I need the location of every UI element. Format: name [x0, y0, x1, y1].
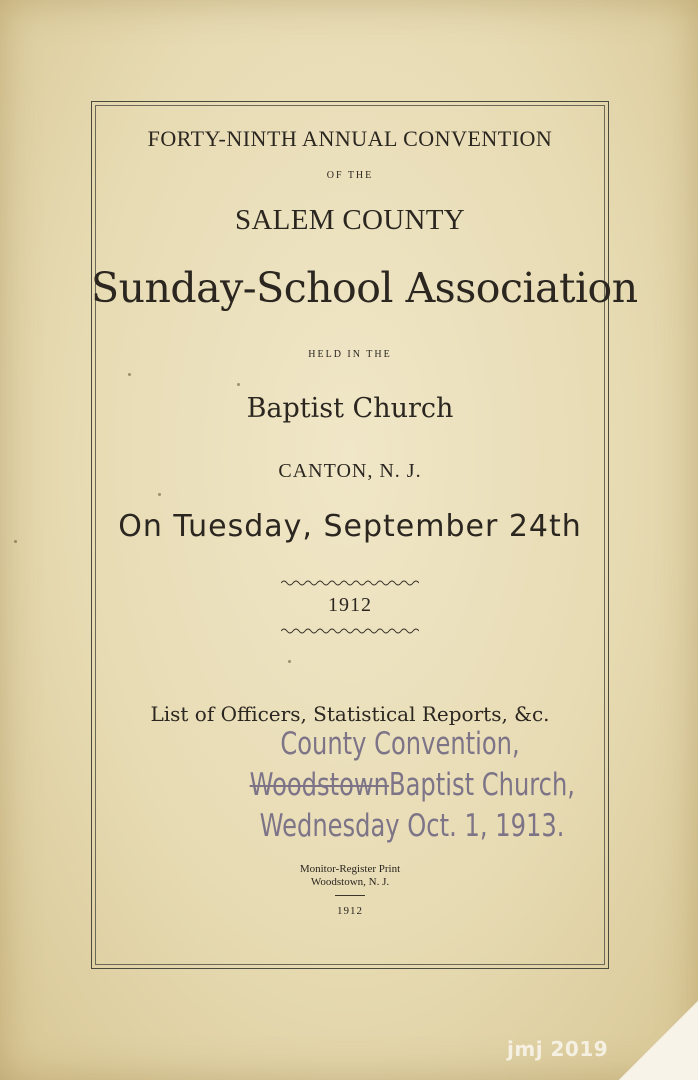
venue-name: Baptist Church	[246, 393, 454, 424]
paper-speck	[237, 383, 240, 386]
printer-location: Woodstown, N. J.	[310, 876, 390, 888]
folded-corner	[618, 1000, 698, 1080]
convention-number: FORTY-NINTH ANNUAL CONVENTION	[147, 126, 553, 151]
paper-speck	[128, 373, 131, 376]
held-in-text: HELD IN THE	[308, 349, 392, 360]
county-name: SALEM COUNTY	[235, 204, 465, 236]
convention-date: On Tuesday, September 24th	[118, 509, 582, 544]
stamp-struck-word: Woodstown	[249, 767, 390, 803]
stamp-line-3: Wednesday Oct. 1, 1913.	[259, 808, 565, 844]
photographer-watermark: jmj 2019	[507, 1037, 609, 1061]
decorative-wave-bottom	[281, 626, 419, 636]
stamp-line-2	[249, 767, 575, 803]
venue-location: CANTON, N. J.	[278, 460, 422, 482]
of-the-text: OF THE	[326, 170, 374, 181]
publication-year: 1912	[328, 594, 372, 616]
printer-rule	[335, 895, 365, 896]
association-title: Sunday-School Association	[91, 264, 638, 312]
paper-speck	[158, 493, 161, 496]
contents-subtitle: List of Officers, Statistical Reports, &c.	[150, 702, 550, 726]
printer-year: 1912	[337, 905, 363, 917]
printer-name: Monitor-Register Print	[299, 863, 401, 875]
decorative-wave-top	[281, 578, 419, 588]
paper-speck	[14, 540, 17, 543]
stamp-line-1: County Convention,	[280, 726, 520, 762]
stamp-church-name: Baptist Church,	[389, 767, 575, 803]
paper-speck	[288, 660, 291, 663]
